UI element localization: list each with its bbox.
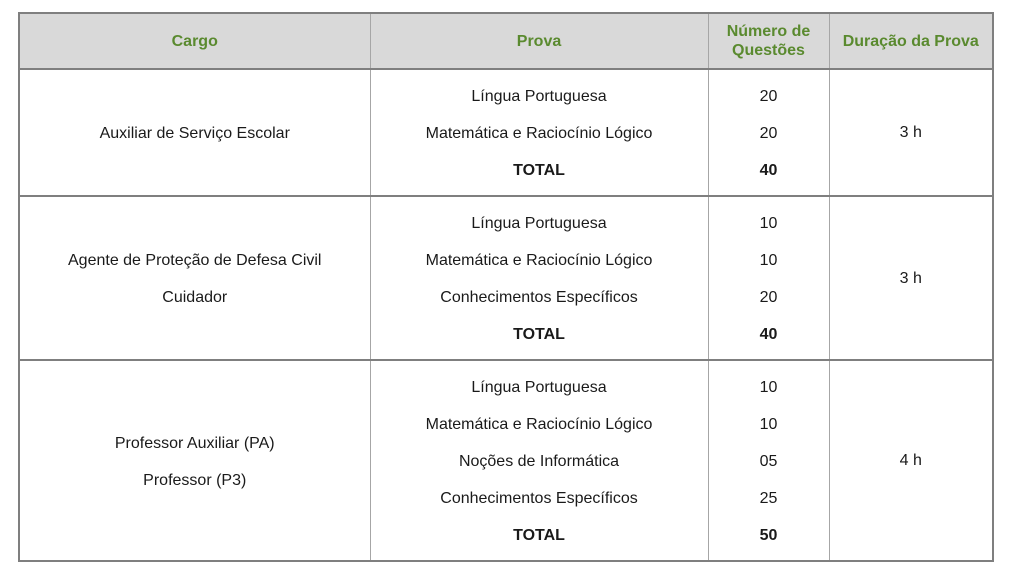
table-row — [19, 360, 993, 561]
group-agente-cuidador — [19, 196, 993, 360]
total-value: 50 — [759, 527, 778, 544]
header-duracao: Duração da Prova — [829, 13, 993, 69]
duracao-value: 3 h — [899, 124, 922, 141]
questoes-value: 10 — [759, 215, 778, 232]
prova-name: Conhecimentos Específicos — [440, 490, 638, 507]
questoes-value: 20 — [759, 88, 778, 105]
prova-cell — [370, 69, 708, 196]
cargo-name: Cuidador — [162, 289, 228, 306]
group-professor — [19, 360, 993, 561]
cargo-cell — [19, 360, 370, 561]
questoes-cell — [708, 69, 829, 196]
duracao-value: 3 h — [899, 269, 922, 287]
prova-name: Matemática e Raciocínio Lógico — [425, 125, 653, 142]
header-prova: Prova — [370, 13, 708, 69]
cargo-name: Auxiliar de Serviço Escolar — [99, 125, 290, 142]
cargo-cell — [19, 69, 370, 196]
questoes-value: 10 — [759, 252, 778, 269]
prova-name: Língua Portuguesa — [471, 88, 607, 105]
header-cargo: Cargo — [19, 13, 370, 69]
group-auxiliar-servico-escolar — [19, 69, 993, 196]
questoes-value: 25 — [759, 490, 778, 507]
prova-cell — [370, 360, 708, 561]
duracao-cell — [829, 69, 993, 196]
prova-name: Língua Portuguesa — [471, 215, 607, 232]
table-row — [19, 196, 993, 360]
questoes-value: 10 — [759, 379, 778, 396]
questoes-value: 05 — [759, 453, 778, 470]
prova-name: Noções de Informática — [458, 453, 620, 470]
questoes-cell — [708, 360, 829, 561]
questoes-value: 20 — [759, 289, 778, 306]
table-row — [19, 69, 993, 196]
cargo-name: Professor Auxiliar (PA) — [114, 434, 275, 452]
prova-name: Conhecimentos Específicos — [440, 289, 638, 306]
header-row — [19, 13, 993, 69]
total-value: 40 — [759, 326, 778, 343]
questoes-value: 20 — [759, 125, 778, 142]
cargo-name: Agente de Proteção de Defesa Civil — [68, 252, 322, 269]
duracao-cell — [829, 196, 993, 360]
total-value: 40 — [759, 162, 778, 179]
exam-table — [18, 12, 994, 562]
table-header — [19, 13, 993, 69]
cargo-name: Professor (P3) — [143, 471, 247, 489]
total-label: TOTAL — [513, 326, 565, 343]
header-numero-questoes: Número de Questões — [708, 13, 829, 69]
total-label: TOTAL — [513, 162, 565, 179]
questoes-cell — [708, 196, 829, 360]
questoes-value: 10 — [759, 416, 778, 433]
prova-name: Matemática e Raciocínio Lógico — [425, 416, 653, 433]
total-label: TOTAL — [513, 527, 565, 544]
prova-name: Matemática e Raciocínio Lógico — [425, 252, 653, 269]
cargo-cell — [19, 196, 370, 360]
duracao-value: 4 h — [899, 452, 922, 469]
duracao-cell — [829, 360, 993, 561]
prova-name: Língua Portuguesa — [471, 379, 607, 396]
prova-cell — [370, 196, 708, 360]
